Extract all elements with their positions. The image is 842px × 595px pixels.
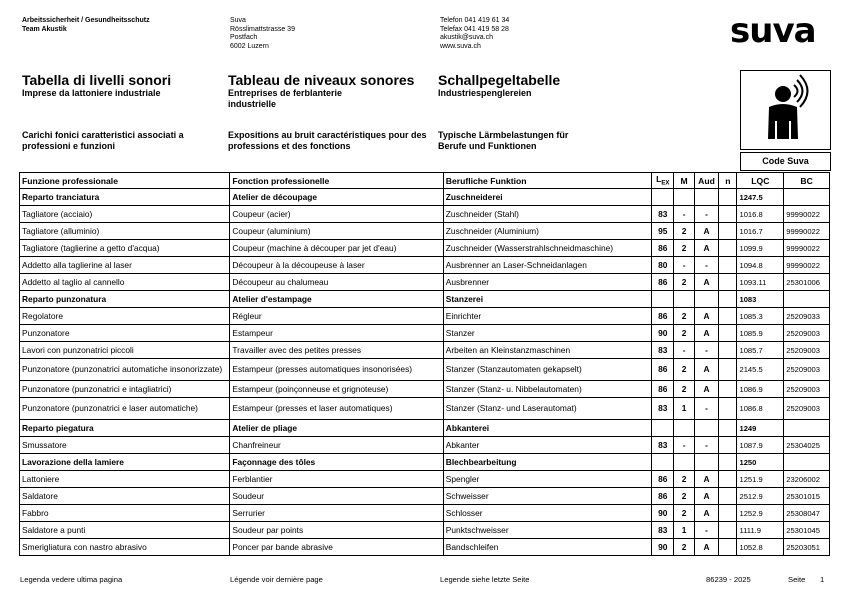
cell-de: Arbeiten an Kleinstanzmaschinen <box>443 342 651 359</box>
cell-aud: A <box>694 308 718 325</box>
col-header-m: M <box>674 173 694 189</box>
cell-m: 2 <box>674 471 694 488</box>
table-row <box>20 325 830 342</box>
cell-lqc: 1252.9 <box>737 505 784 522</box>
cell-lqc: 1085.9 <box>737 325 784 342</box>
cell-lex <box>652 420 674 437</box>
cell-it: Saldatore a punti <box>20 522 230 539</box>
cell-fr: Soudeur <box>230 488 443 505</box>
col-header-it: Funzione professionale <box>20 173 230 189</box>
cell-de: Punktschweisser <box>443 522 651 539</box>
cell-lqc: 1085.7 <box>737 342 784 359</box>
cell-fr: Soudeur par points <box>230 522 443 539</box>
cell-aud: A <box>694 505 718 522</box>
noise-level-table <box>19 172 830 556</box>
cell-fr: Atelier de pliage <box>230 420 443 437</box>
cell-fr: Travailler avec des petites presses <box>230 342 443 359</box>
cell-lqc: 1086.8 <box>737 398 784 420</box>
col-header-fr: Fonction professionelle <box>230 173 443 189</box>
section-row <box>20 291 830 308</box>
cell-bc: 25301006 <box>784 274 830 291</box>
cell-m: 2 <box>674 223 694 240</box>
cell-lex: 80 <box>652 257 674 274</box>
cell-lqc: 1251.9 <box>737 471 784 488</box>
cell-it: Tagliatore (alluminio) <box>20 223 230 240</box>
cell-it: Addetto al taglio al cannello <box>20 274 230 291</box>
cell-de: Abkanterei <box>443 420 651 437</box>
title-de: Schallpegeltabelle <box>438 72 561 88</box>
cell-n <box>719 398 737 420</box>
cell-lex: 86 <box>652 381 674 398</box>
address-block <box>230 17 295 51</box>
cell-bc: 25209003 <box>784 359 830 381</box>
cell-lqc: 1052.8 <box>737 539 784 556</box>
cell-m: 2 <box>674 274 694 291</box>
cell-lqc: 1083 <box>737 291 784 308</box>
cell-n <box>719 471 737 488</box>
cell-de: Stanzer (Stanz- und Laserautomat) <box>443 398 651 420</box>
title-block-de <box>438 72 638 99</box>
description-de: Typische Lärmbelastungen für Berufe und Funktionen <box>438 130 569 151</box>
cell-it: Lavori con punzonatrici piccoli <box>20 342 230 359</box>
cell-fr: Serrurier <box>230 505 443 522</box>
table-header-row <box>20 173 830 189</box>
cell-m: 2 <box>674 325 694 342</box>
section-row <box>20 420 830 437</box>
person-noise-icon <box>741 71 830 149</box>
cell-bc: 99990022 <box>784 223 830 240</box>
cell-lex: 86 <box>652 471 674 488</box>
cell-lex: 90 <box>652 325 674 342</box>
cell-fr: Découpeur au chalumeau <box>230 274 443 291</box>
cell-de: Einrichter <box>443 308 651 325</box>
cell-n <box>719 308 737 325</box>
cell-de: Zuschneider (Aluminium) <box>443 223 651 240</box>
cell-aud <box>694 454 718 471</box>
cell-m <box>674 420 694 437</box>
footer-legend-fr: Légende voir dernière page <box>230 575 323 584</box>
cell-n <box>719 359 737 381</box>
cell-aud: A <box>694 359 718 381</box>
cell-m: 2 <box>674 505 694 522</box>
cell-n <box>719 454 737 471</box>
cell-it: Punzonatore <box>20 325 230 342</box>
cell-n <box>719 206 737 223</box>
cell-fr: Estampeur (presses et laser automatiques) <box>230 398 443 420</box>
table-row <box>20 342 830 359</box>
cell-it: Addetto alla taglierine al laser <box>20 257 230 274</box>
cell-lqc: 1016.8 <box>737 206 784 223</box>
cell-de: Ausbrenner <box>443 274 651 291</box>
cell-it: Tagliatore (acciaio) <box>20 206 230 223</box>
cell-it: Saldatore <box>20 488 230 505</box>
cell-bc <box>784 420 830 437</box>
cell-de: Zuschneider (Stahl) <box>443 206 651 223</box>
address-line: Suva <box>230 17 246 24</box>
cell-lqc: 2145.5 <box>737 359 784 381</box>
suva-logo: suva <box>730 11 816 51</box>
email-link[interactable]: akustik@suva.ch <box>440 34 494 41</box>
cell-de: Zuschneider (Wasserstrahlschneidmaschine) <box>443 240 651 257</box>
cell-m <box>674 454 694 471</box>
cell-fr: Poncer par bande abrasive <box>230 539 443 556</box>
cell-it: Lavorazione della lamiere <box>20 454 230 471</box>
cell-n <box>719 274 737 291</box>
cell-it: Regolatore <box>20 308 230 325</box>
col-header-bc: BC <box>784 173 830 189</box>
cell-aud: A <box>694 381 718 398</box>
cell-it: Smussatore <box>20 437 230 454</box>
cell-aud <box>694 189 718 206</box>
title-it: Tabella di livelli sonori <box>22 72 172 88</box>
cell-lex: 83 <box>652 206 674 223</box>
table-row <box>20 274 830 291</box>
cell-it: Punzonatore (punzonatrici automatiche insonorizzate) <box>20 359 230 381</box>
cell-aud: A <box>694 274 718 291</box>
cell-bc: 25209003 <box>784 325 830 342</box>
fax: Telefax 041 419 58 28 <box>440 25 509 33</box>
cell-lex: 86 <box>652 359 674 381</box>
cell-aud: A <box>694 325 718 342</box>
cell-lqc: 1086.9 <box>737 381 784 398</box>
cell-fr: Découpeur à la découpeuse à laser <box>230 257 443 274</box>
cell-m: 2 <box>674 359 694 381</box>
phone: Telefon 041 419 61 34 <box>440 17 510 24</box>
cell-it: Punzonatore (punzonatrici e laser automatiche) <box>20 398 230 420</box>
cell-lex: 86 <box>652 488 674 505</box>
cell-m: 2 <box>674 381 694 398</box>
cell-it: Reparto tranciatura <box>20 189 230 206</box>
cell-fr: Régleur <box>230 308 443 325</box>
cell-n <box>719 539 737 556</box>
cell-bc: 25209033 <box>784 308 830 325</box>
cell-lex: 86 <box>652 274 674 291</box>
cell-de: Spengler <box>443 471 651 488</box>
cell-bc: 25209003 <box>784 398 830 420</box>
cell-bc: 25301045 <box>784 522 830 539</box>
cell-aud: - <box>694 398 718 420</box>
cell-de: Stanzer (Stanzautomaten gekapselt) <box>443 359 651 381</box>
subtitle-de: Industriespenglereien <box>438 88 532 98</box>
cell-n <box>719 522 737 539</box>
cell-bc: 99990022 <box>784 240 830 257</box>
cell-n <box>719 437 737 454</box>
cell-it: Reparto piegatura <box>20 420 230 437</box>
cell-n <box>719 505 737 522</box>
cell-m: 2 <box>674 488 694 505</box>
cell-lqc: 1249 <box>737 420 784 437</box>
cell-bc <box>784 454 830 471</box>
cell-m: - <box>674 257 694 274</box>
cell-de: Schlosser <box>443 505 651 522</box>
table-row <box>20 257 830 274</box>
cell-lqc: 1099.9 <box>737 240 784 257</box>
cell-n <box>719 488 737 505</box>
cell-fr: Façonnage des tôles <box>230 454 443 471</box>
website-link[interactable]: www.suva.ch <box>440 42 481 50</box>
document-number: 86239 - 2025 <box>706 575 751 584</box>
footer-legend-it: Legenda vedere ultima pagina <box>20 575 123 584</box>
cell-n <box>719 240 737 257</box>
cell-bc: 25308047 <box>784 505 830 522</box>
section-row <box>20 454 830 471</box>
table-row <box>20 505 830 522</box>
table-row <box>20 539 830 556</box>
cell-m: - <box>674 206 694 223</box>
col-header-n: n <box>719 173 737 189</box>
cell-lqc: 1016.7 <box>737 223 784 240</box>
cell-lex: 86 <box>652 308 674 325</box>
cell-aud: A <box>694 539 718 556</box>
org-line1: Arbeitssicherheit / Gesundheitsschutz <box>22 17 150 24</box>
description-fr: Expositions au bruit caractéristiques pour des professions et des fonctions <box>228 130 427 151</box>
cell-aud: A <box>694 240 718 257</box>
cell-it: Lattoniere <box>20 471 230 488</box>
cell-fr: Estampeur (presses automatiques insonorisées) <box>230 359 443 381</box>
title-block-fr <box>228 72 428 110</box>
cell-lex <box>652 189 674 206</box>
cell-m: 2 <box>674 308 694 325</box>
table-row <box>20 471 830 488</box>
cell-aud: A <box>694 471 718 488</box>
cell-fr: Atelier de découpage <box>230 189 443 206</box>
cell-lex: 83 <box>652 398 674 420</box>
cell-it: Punzonatore (punzonatrici e intagliatrici) <box>20 381 230 398</box>
cell-de: Stanzer (Stanz- u. Nibbelautomaten) <box>443 381 651 398</box>
cell-de: Bandschleifen <box>443 539 651 556</box>
cell-lqc: 1247.5 <box>737 189 784 206</box>
cell-m: - <box>674 342 694 359</box>
cell-fr: Estampeur (poinçonneuse et grignoteuse) <box>230 381 443 398</box>
table-row <box>20 437 830 454</box>
cell-it: Reparto punzonatura <box>20 291 230 308</box>
cell-fr: Coupeur (acier) <box>230 206 443 223</box>
cell-aud <box>694 420 718 437</box>
col-header-lex: $L_{EX}$ <box>652 173 674 189</box>
cell-aud: A <box>694 488 718 505</box>
cell-de: Stanzerei <box>443 291 651 308</box>
cell-lex <box>652 291 674 308</box>
cell-aud: - <box>694 257 718 274</box>
page-number: 1 <box>820 575 825 584</box>
address-line: 6002 Luzern <box>230 42 269 50</box>
cell-bc: 99990022 <box>784 257 830 274</box>
cell-m: 1 <box>674 522 694 539</box>
cell-m: 2 <box>674 539 694 556</box>
cell-n <box>719 342 737 359</box>
cell-de: Stanzer <box>443 325 651 342</box>
cell-bc: 25209003 <box>784 342 830 359</box>
cell-aud: A <box>694 223 718 240</box>
col-header-lqc: LQC <box>737 173 784 189</box>
cell-lex: 86 <box>652 240 674 257</box>
cell-bc: 23206002 <box>784 471 830 488</box>
address-line: Rösslimattstrasse 39 <box>230 25 295 33</box>
cell-bc: 25209003 <box>784 381 830 398</box>
cell-lex: 83 <box>652 437 674 454</box>
section-row <box>20 189 830 206</box>
cell-bc <box>784 291 830 308</box>
cell-aud <box>694 291 718 308</box>
cell-m <box>674 291 694 308</box>
cell-lqc: 1111.9 <box>737 522 784 539</box>
title-block-it <box>22 72 222 99</box>
table-row <box>20 398 830 420</box>
cell-lex: 83 <box>652 342 674 359</box>
col-header-aud: Aud <box>694 173 718 189</box>
subtitle-it: Imprese da lattoniere industriale <box>22 88 161 98</box>
cell-lqc: 1085.3 <box>737 308 784 325</box>
col-header-de: Berufliche Funktion <box>443 173 651 189</box>
cell-n <box>719 291 737 308</box>
cell-n <box>719 257 737 274</box>
code-suva-label: Code Suva <box>740 152 831 171</box>
cell-de: Zuschneiderei <box>443 189 651 206</box>
org-block <box>22 17 150 34</box>
cell-bc: 25301015 <box>784 488 830 505</box>
cell-bc: 99990022 <box>784 206 830 223</box>
table-row <box>20 359 830 381</box>
table-row <box>20 206 830 223</box>
noise-image-box <box>740 70 831 150</box>
cell-lex: 83 <box>652 522 674 539</box>
cell-lex: 90 <box>652 505 674 522</box>
cell-it: Smerigliatura con nastro abrasivo <box>20 539 230 556</box>
cell-de: Schweisser <box>443 488 651 505</box>
cell-bc <box>784 189 830 206</box>
table-row <box>20 223 830 240</box>
contact-block <box>440 17 509 51</box>
page-label: Seite <box>788 575 806 584</box>
cell-fr: Estampeur <box>230 325 443 342</box>
subtitle-fr: Entreprises de ferblanterie industrielle <box>228 88 343 109</box>
cell-it: Fabbro <box>20 505 230 522</box>
address-line: Postfach <box>230 34 258 41</box>
cell-it: Tagliatore (taglierine a getto d'acqua) <box>20 240 230 257</box>
cell-aud: - <box>694 522 718 539</box>
table-row <box>20 308 830 325</box>
cell-lqc: 1093.11 <box>737 274 784 291</box>
title-fr: Tableau de niveaux sonores <box>228 72 415 88</box>
cell-bc: 25203051 <box>784 539 830 556</box>
cell-aud: - <box>694 437 718 454</box>
cell-fr: Coupeur (aluminium) <box>230 223 443 240</box>
table-row <box>20 240 830 257</box>
cell-de: Ausbrenner an Laser-Schneidanlagen <box>443 257 651 274</box>
cell-n <box>719 325 737 342</box>
cell-lex: 90 <box>652 539 674 556</box>
footer-legend-de: Legende siehe letzte Seite <box>440 575 530 584</box>
cell-fr: Coupeur (machine à découper par jet d'eau) <box>230 240 443 257</box>
cell-m: 1 <box>674 398 694 420</box>
cell-m: - <box>674 437 694 454</box>
description-it: Carichi fonici caratteristici associati a professioni e funzioni <box>22 130 184 151</box>
cell-aud: - <box>694 342 718 359</box>
table-row <box>20 381 830 398</box>
cell-m: 2 <box>674 240 694 257</box>
cell-lqc: 1087.9 <box>737 437 784 454</box>
cell-lqc: 1250 <box>737 454 784 471</box>
cell-lex <box>652 454 674 471</box>
cell-de: Abkanter <box>443 437 651 454</box>
cell-fr: Atelier d'estampage <box>230 291 443 308</box>
cell-n <box>719 223 737 240</box>
cell-n <box>719 189 737 206</box>
cell-aud: - <box>694 206 718 223</box>
org-line2: Team Akustik <box>22 25 67 33</box>
cell-n <box>719 420 737 437</box>
table-row <box>20 522 830 539</box>
cell-bc: 25304025 <box>784 437 830 454</box>
cell-m <box>674 189 694 206</box>
cell-lqc: 2512.9 <box>737 488 784 505</box>
cell-lqc: 1094.8 <box>737 257 784 274</box>
cell-de: Blechbearbeitung <box>443 454 651 471</box>
cell-fr: Chanfreineur <box>230 437 443 454</box>
cell-fr: Ferblantier <box>230 471 443 488</box>
cell-lex: 95 <box>652 223 674 240</box>
cell-n <box>719 381 737 398</box>
table-row <box>20 488 830 505</box>
